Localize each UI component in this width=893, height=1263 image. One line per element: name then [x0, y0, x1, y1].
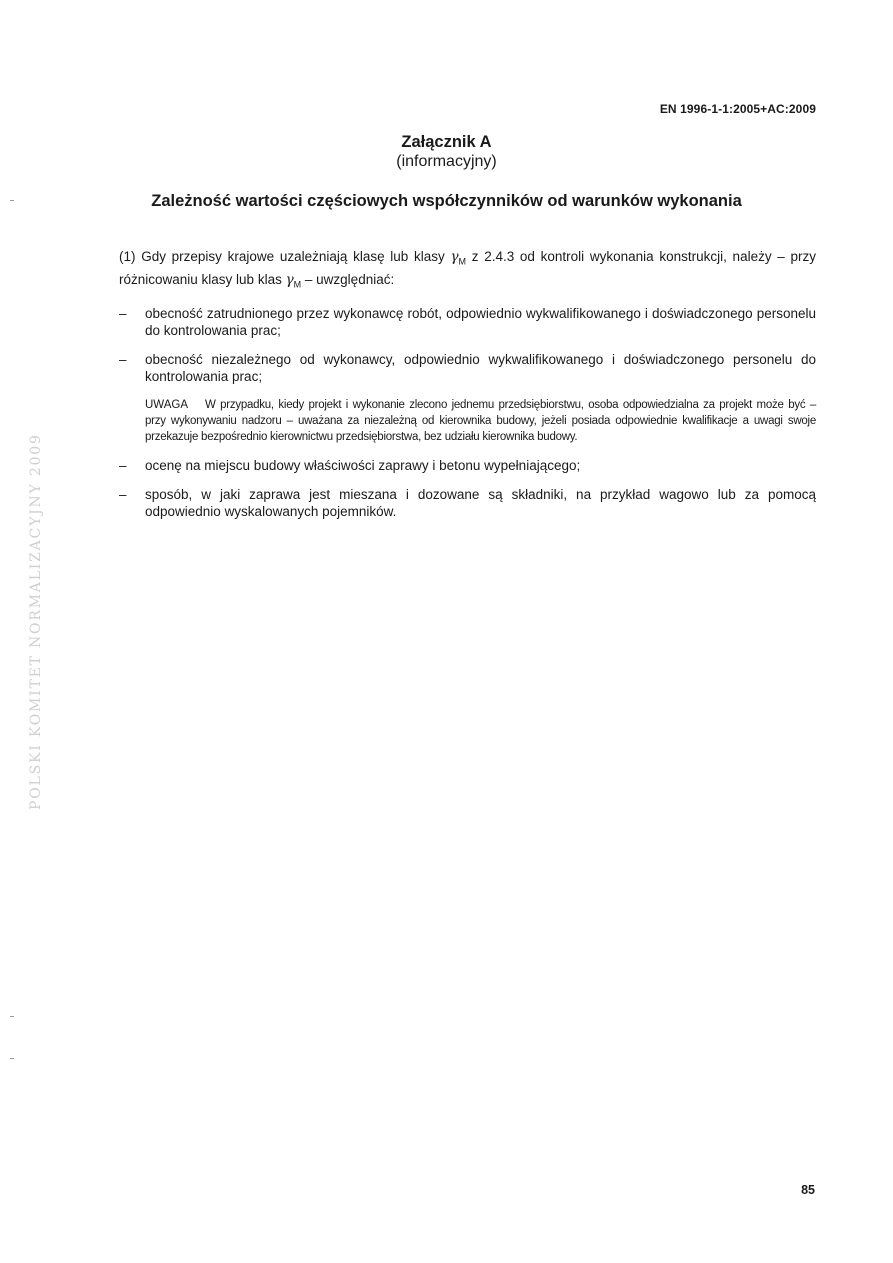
- gamma-m-symbol: $\gamma_M$: [450, 249, 467, 267]
- scan-speck: [10, 200, 14, 201]
- scan-speck: [10, 1016, 14, 1017]
- intro-text-1: (1) Gdy przepisy krajowe uzależniają klasę lub klasy: [119, 249, 451, 264]
- intro-paragraph: [119, 248, 816, 293]
- note-block: [119, 397, 816, 445]
- list-item: [119, 486, 816, 520]
- note-label: UWAGA: [145, 399, 189, 412]
- dash-bullet: –: [119, 352, 127, 368]
- section-title: Zależność wartości częściowych współczynników od warunków wykonania: [151, 192, 742, 210]
- list-item: [119, 457, 816, 474]
- list-item-text: sposób, w jaki zaprawa jest mieszana i dozowane są składniki, na przykład wagowo lub za pomocą odpowiednio wyskalowanych pojemników.: [145, 487, 816, 520]
- intro-text-2: z 2.4.3 od kontroli wykonania konstrukcji, należy – przy różnicowaniu klasy lub klas: [119, 249, 816, 287]
- dash-bullet: –: [119, 306, 127, 322]
- intro-text-3: – uwzględniać:: [301, 271, 395, 287]
- list-item-text: obecność zatrudnionego przez wykonawcę robót, odpowiednio wykwalifikowanego i doświadczonego personelu do kontrolowania prac;: [145, 306, 816, 339]
- watermark: POLSKI KOMITET NORMALIZACYJNY 2009: [28, 433, 44, 810]
- list-item-text: ocenę na miejscu budowy właściwości zaprawy i betonu wypełniającego;: [145, 458, 581, 474]
- dash-bullet: –: [119, 487, 127, 503]
- scan-speck: [10, 1058, 14, 1059]
- document-body: [119, 248, 816, 532]
- annex-title: Załącznik A: [401, 133, 492, 151]
- standard-code: EN 1996-1-1:2005+AC:2009: [659, 102, 816, 116]
- annex-subtitle: (informacyjny): [396, 153, 497, 170]
- page-number: 85: [801, 1183, 815, 1197]
- list-item-text: obecność niezależnego od wykonawcy, odpowiednio wykwalifikowanego i doświadczonego personelu do kontrolowania prac;: [145, 352, 816, 385]
- list-item: [119, 305, 816, 339]
- list-item: [119, 351, 816, 385]
- note-text: W przypadku, kiedy projekt i wykonanie zlecono jednemu przedsiębiorstwu, osoba odpowiedzialna za projekt może być – przy wykonywaniu nadzoru – uważana za niezależną od kierownika budowy, jeżeli posiada odpowiednie kwalifikacje a uwagi swoje przekazuje bezpośrednio kierownictwu przedsiębiorstwa, bez udziału kierownika budowy.: [145, 399, 816, 444]
- gamma-m-symbol: $\gamma_M$: [285, 271, 302, 290]
- annex-heading: [0, 132, 893, 172]
- dash-bullet: –: [119, 458, 127, 474]
